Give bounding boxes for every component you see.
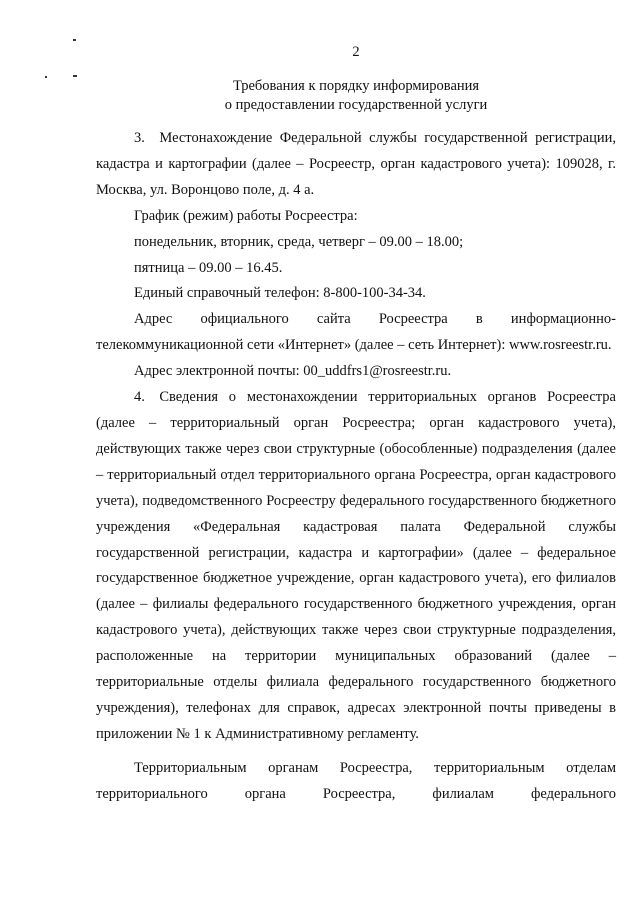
website-paragraph: Адрес официального сайта Росреестра в информационно-телекоммуникационной сети «Интернет» (далее – сеть Интернет): www.rosreestr.ru.	[96, 311, 616, 354]
page-number: 2	[352, 44, 360, 60]
section-heading	[96, 77, 616, 115]
schedule-weekdays: понедельник, вторник, среда, четверг – 09.00 – 18.00;	[134, 233, 464, 250]
paragraph-continuation: Территориальным органам Росреестра, территориальным отделам территориального органа Росреестра, филиалам федерального	[96, 759, 616, 802]
paragraph-4-territorial-offices: 4. Сведения о местонахождении территориальных органов Росреестра (далее – территориальный орган Росреестра; орган кадастрового учета), действующих также через свои структурные (обособленные) подразделения (далее – территориальный отдел территориального органа Росреестра, орган кадастрового учета), подведомственного Росреестру федерального государственного бюджетного учреждения «Федеральная кадастровая палата Федеральной службы государственной регистрации, кадастра и картографии» (далее – федеральное государственное бюджетное учреждение, орган кадастрового учета), его филиалов (далее – филиалы федерального государственного бюджетного учреждения, орган кадастрового учета), действующих также через свои структурные подразделения, расположенные на территории муниципальных образований (далее – территориальные отделы филиала федерального государственного бюджетного учреждения), телефонах для справок, адресах электронной почты приведены в приложении № 1 к Административному регламенту.	[96, 389, 616, 742]
schedule-title: График (режим) работы Росреестра:	[134, 207, 358, 224]
scan-artifact	[73, 39, 76, 41]
phone-line: Единый справочный телефон: 8-800-100-34-34.	[134, 285, 426, 302]
document-body	[96, 126, 616, 808]
heading-line-1: Требования к порядку информирования	[232, 78, 480, 94]
paragraph-3-location: 3. Местонахождение Федеральной службы государственной регистрации, кадастра и картографии (далее – Росреестр, орган кадастрового учета): 109028, г. Москва, ул. Воронцово поле, д. 4 а.	[96, 130, 616, 198]
schedule-friday: пятница – 09.00 – 16.45.	[134, 259, 283, 276]
scan-artifact	[73, 75, 77, 77]
email-line: Адрес электронной почты: 00_uddfrs1@rosreestr.ru.	[134, 363, 452, 380]
scan-artifact	[45, 76, 47, 78]
heading-line-2: о предоставлении государственной услуги	[224, 97, 488, 113]
